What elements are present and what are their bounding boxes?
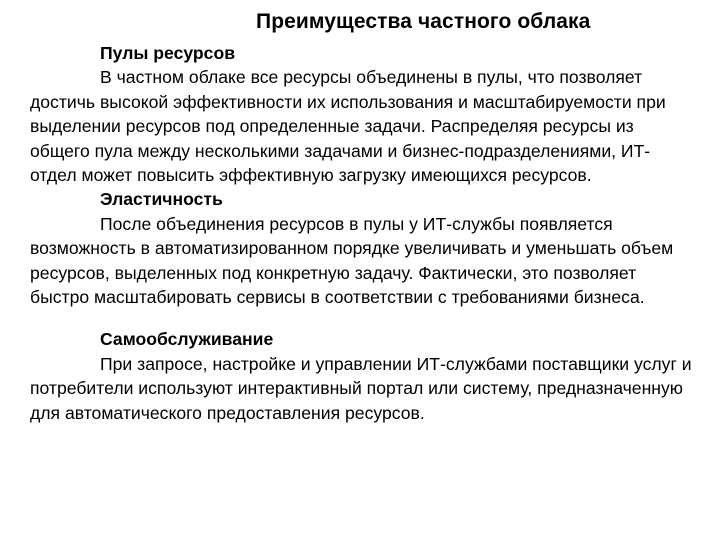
section-heading: Эластичность	[100, 189, 223, 210]
section-heading: Пулы ресурсов	[100, 43, 236, 63]
section-elasticity	[30, 187, 695, 309]
section-text: После объединения ресурсов в пулы у ИТ-службы появляется возможность в автоматизированном порядке увеличивать и уменьшать объем ресурсов, выделенных под конкретную задачу. Фактически, это позволяет быстро масштабировать сервисы в соответствии с требованиями бизнеса.	[30, 213, 674, 308]
page-title: Преимущества частного облака	[256, 10, 591, 33]
slide-content	[30, 41, 695, 425]
section-resource-pools	[30, 41, 695, 187]
section-heading: Самообслуживание	[100, 329, 274, 350]
section-text: При запросе, настройке и управлении ИТ-службами поставщики услуг и потребители используют интерактивный портал или систему, предназначенную для автоматического предоставления ресурсов.	[30, 353, 692, 423]
section-spacer	[30, 309, 695, 327]
section-text: В частном облаке все ресурсы объединены в пулы, что позволяет достичь высокой эффективности их использования и масштабируемости при выделении ресурсов под определенные задачи. Распределяя ресурсы из общего пула между несколькими задачами и бизнес-подразделениями, ИТ-отдел может повысить эффективную загрузку имеющихся ресурсов.	[30, 67, 666, 186]
section-self-service	[30, 327, 695, 425]
